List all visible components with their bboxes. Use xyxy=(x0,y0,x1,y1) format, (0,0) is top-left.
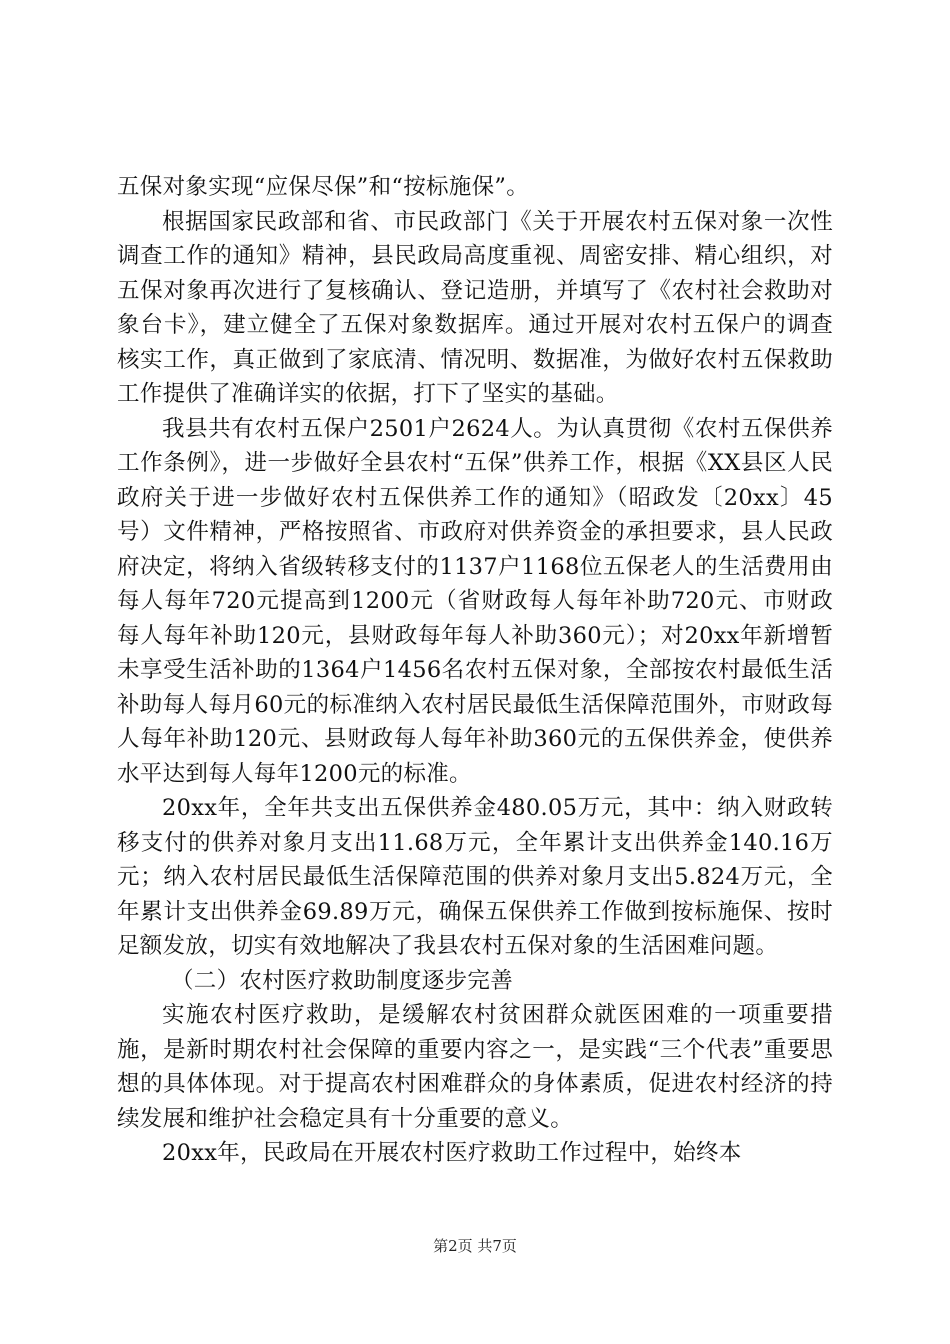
paragraph-five-guarantee-households: 我县共有农村五保户2501户2624人。为认真贯彻《农村五保供养工作条例》，进一步做好全县农村“五保”供养工作，根据《XX县区人民政府关于进一步做好农村五保供养工作的通知》（昭政发〔20xx〕45号）文件精神，严格按照省、市政府对供养资金的承担要求，县人民政府决定，将纳入省级转移支付的1137户1168位五保老人的生活费用由每人每年720元提高到1200元（省财政每人每年补助720元、市财政每人每年补助120元，县财政每年每人补助360元）；对20xx年新增暂未享受生活补助的1364户1456名农村五保对象，全部按农村最低生活补助每人每月60元的标准纳入农村居民最低生活保障范围外，市财政每人每年补助120元、县财政每人每年补助360元的五保供养金，使供养水平达到每人每年1200元的标准。 xyxy=(117,415,833,787)
paragraph-annual-expenditure: 20xx年，全年共支出五保供养金480.05万元，其中：纳入财政转移支付的供养对象月支出11.68万元，全年累计支出供养金140.16万元；纳入农村居民最低生活保障范围的供养对象月支出5.824万元，全年累计支出供养金69.89万元，确保五保供养工作做到按标施保、按时足额发放，切实有效地解决了我县农村五保对象的生活困难问题。 xyxy=(117,795,833,959)
paragraph-continuation: 五保对象实现“应保尽保”和“按标施保”。 xyxy=(117,174,530,200)
paragraph-survey: 根据国家民政部和省、市民政部门《关于开展农村五保对象一次性调查工作的通知》精神，县民政局高度重视、周密安排、精心组织，对五保对象再次进行了复核确认、登记造册，并填写了《农村社会救助对象台卡》，建立健全了五保对象数据库。通过开展对农村五保户的调查核实工作，真正做到了家底清、情况明、数据准，为做好农村五保救助工作提供了准确详实的依据，打下了坚实的基础。 xyxy=(117,208,833,407)
paragraph-medical-aid: 实施农村医疗救助，是缓解农村贫困群众就医困难的一项重要措施，是新时期农村社会保障的重要内容之一，是实践“三个代表”重要思想的具体体现。对于提高农村困难群众的身体素质，促进农村经济的持续发展和维护社会稳定具有十分重要的意义。 xyxy=(117,1002,833,1132)
paragraph-medical-aid-work: 20xx年，民政局在开展农村医疗救助工作过程中，始终本 xyxy=(162,1140,742,1166)
page-number-footer: 第2页 共7页 xyxy=(433,1237,517,1255)
document-body xyxy=(117,170,833,1171)
section-heading-medical-aid: （二）农村医疗救助制度逐步完善 xyxy=(171,967,514,994)
